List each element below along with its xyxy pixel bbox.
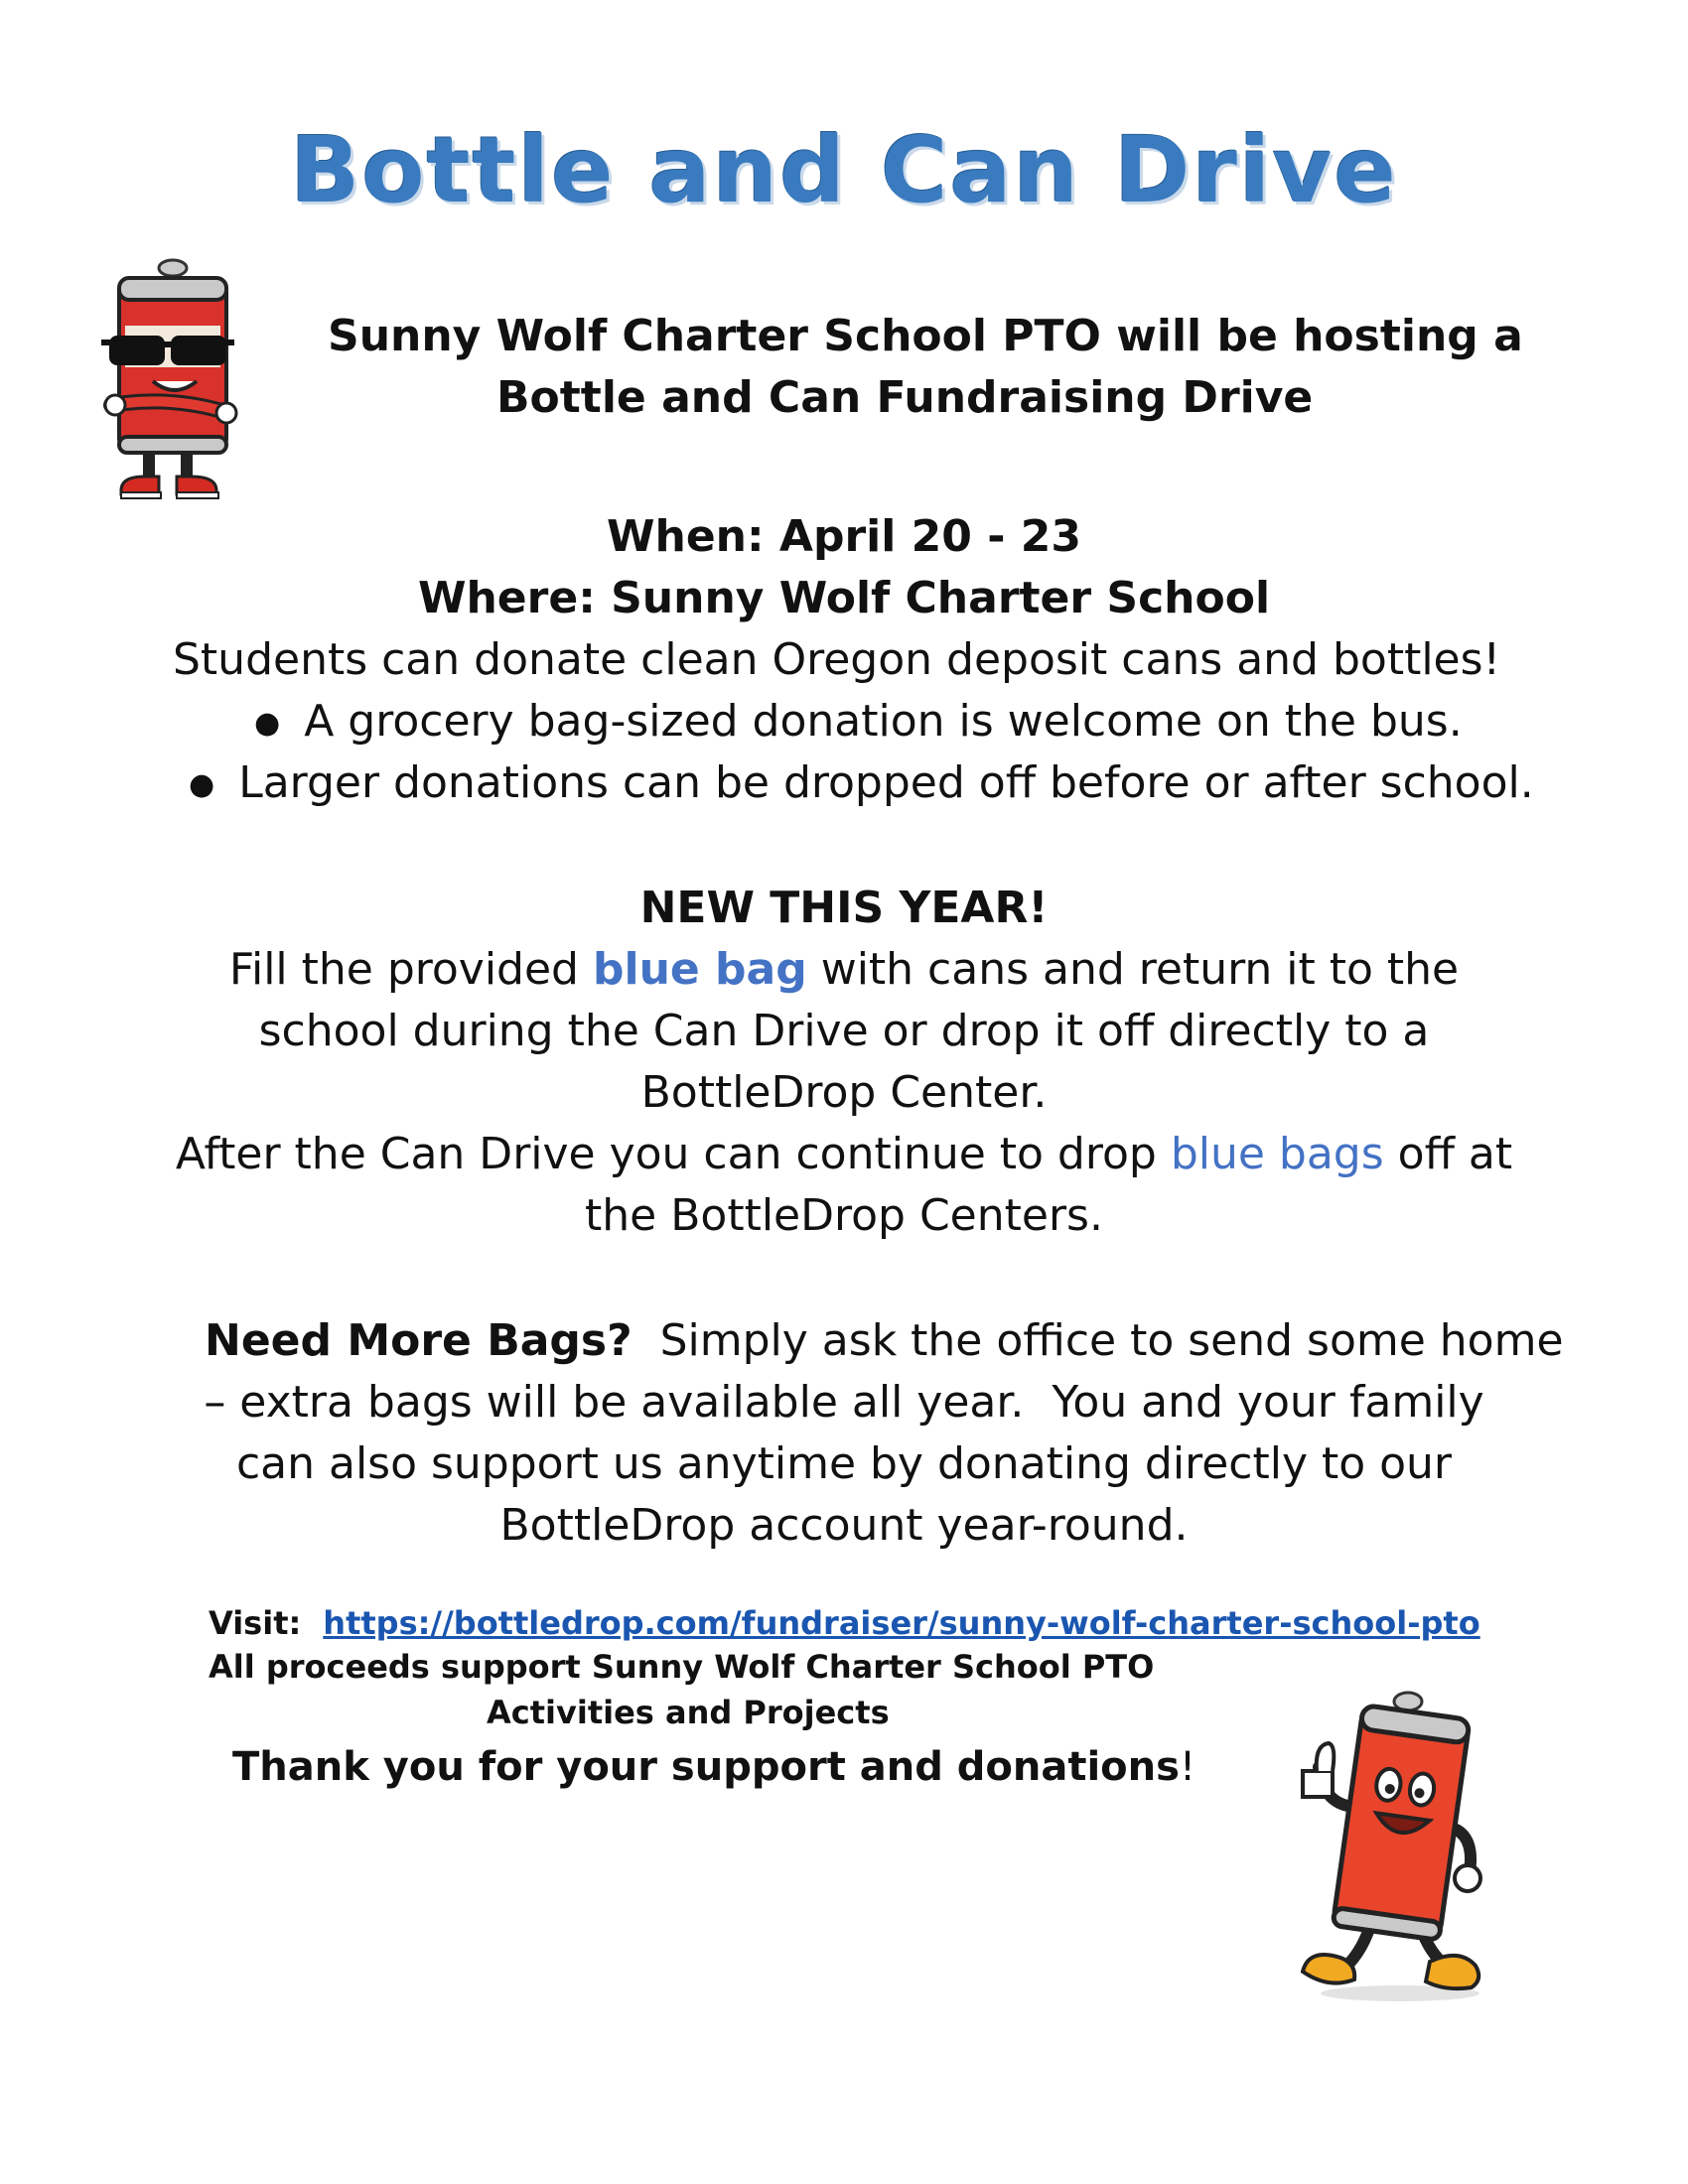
bullet-text: Larger donations can be dropped off before or after school. <box>238 757 1534 808</box>
thank-you-text: Thank you for your support and donations <box>232 1744 1180 1790</box>
visit-line <box>209 1600 1480 1646</box>
proceeds-line-1: All proceeds support Sunny Wolf Charter School PTO <box>209 1648 1155 1686</box>
more-bags-line-3: can also support us anytime by donating directly to our <box>235 1438 1453 1489</box>
more-bags-line-1 <box>205 1310 1564 1372</box>
can-mascot-sunglasses-icon <box>97 256 246 514</box>
host-line-1: Sunny Wolf Charter School PTO will be hosting a <box>328 311 1523 361</box>
can-mascot-thumbs-up-icon <box>1281 1688 1509 2005</box>
text-segment: with cans and return it to the <box>806 944 1460 995</box>
blue-bag-line-3: BottleDrop Center. <box>640 1067 1048 1118</box>
event-when: When: April 20 - 23 <box>606 511 1082 562</box>
more-bags-line-4: BottleDrop account year-round. <box>499 1500 1189 1551</box>
more-bags-line-2: – extra bags will be available all year. You and your family <box>204 1377 1484 1428</box>
thank-you-end: ! <box>1179 1744 1196 1790</box>
text-segment: Fill the provided <box>228 944 593 995</box>
thank-you-message <box>232 1739 1196 1795</box>
visit-label: Visit: <box>209 1604 302 1642</box>
page-title: Bottle and Can Drive <box>290 117 1398 223</box>
text-segment: Simply ask the office to send some home <box>632 1315 1564 1366</box>
text-segment: off at <box>1383 1129 1513 1179</box>
after-drive-line-1 <box>0 1124 1688 1185</box>
host-line-2: Bottle and Can Fundraising Drive <box>496 372 1314 423</box>
bullet-dot-icon: ● <box>254 706 281 741</box>
event-where: Where: Sunny Wolf Charter School <box>417 573 1271 623</box>
blue-bag-line-1 <box>0 939 1688 1001</box>
bullet-text: A grocery bag-sized donation is welcome on the bus. <box>304 696 1463 747</box>
blue-bags-highlight: blue bags <box>1170 1129 1384 1179</box>
host-statement <box>328 306 1618 429</box>
proceeds-statement <box>209 1644 1154 1735</box>
bullet-item <box>189 752 1534 816</box>
new-this-year-heading: NEW THIS YEAR! <box>639 883 1049 933</box>
bullet-dot-icon: ● <box>189 767 215 802</box>
proceeds-line-2: Activities and Projects <box>487 1694 890 1731</box>
donation-intro: Students can donate clean Oregon deposit cans and bottles! <box>173 634 1501 685</box>
fundraiser-link[interactable]: https://bottledrop.com/fundraiser/sunny-wolf-charter-school-pto <box>323 1604 1480 1642</box>
blue-bag-line-2: school during the Can Drive or drop it off directly to a <box>258 1006 1430 1056</box>
after-drive-line-2: the BottleDrop Centers. <box>585 1190 1103 1241</box>
text-segment: After the Can Drive you can continue to drop <box>175 1129 1171 1179</box>
more-bags-label: Need More Bags? <box>205 1315 633 1366</box>
bullet-item <box>254 691 1463 754</box>
blue-bag-highlight: blue bag <box>592 944 807 995</box>
